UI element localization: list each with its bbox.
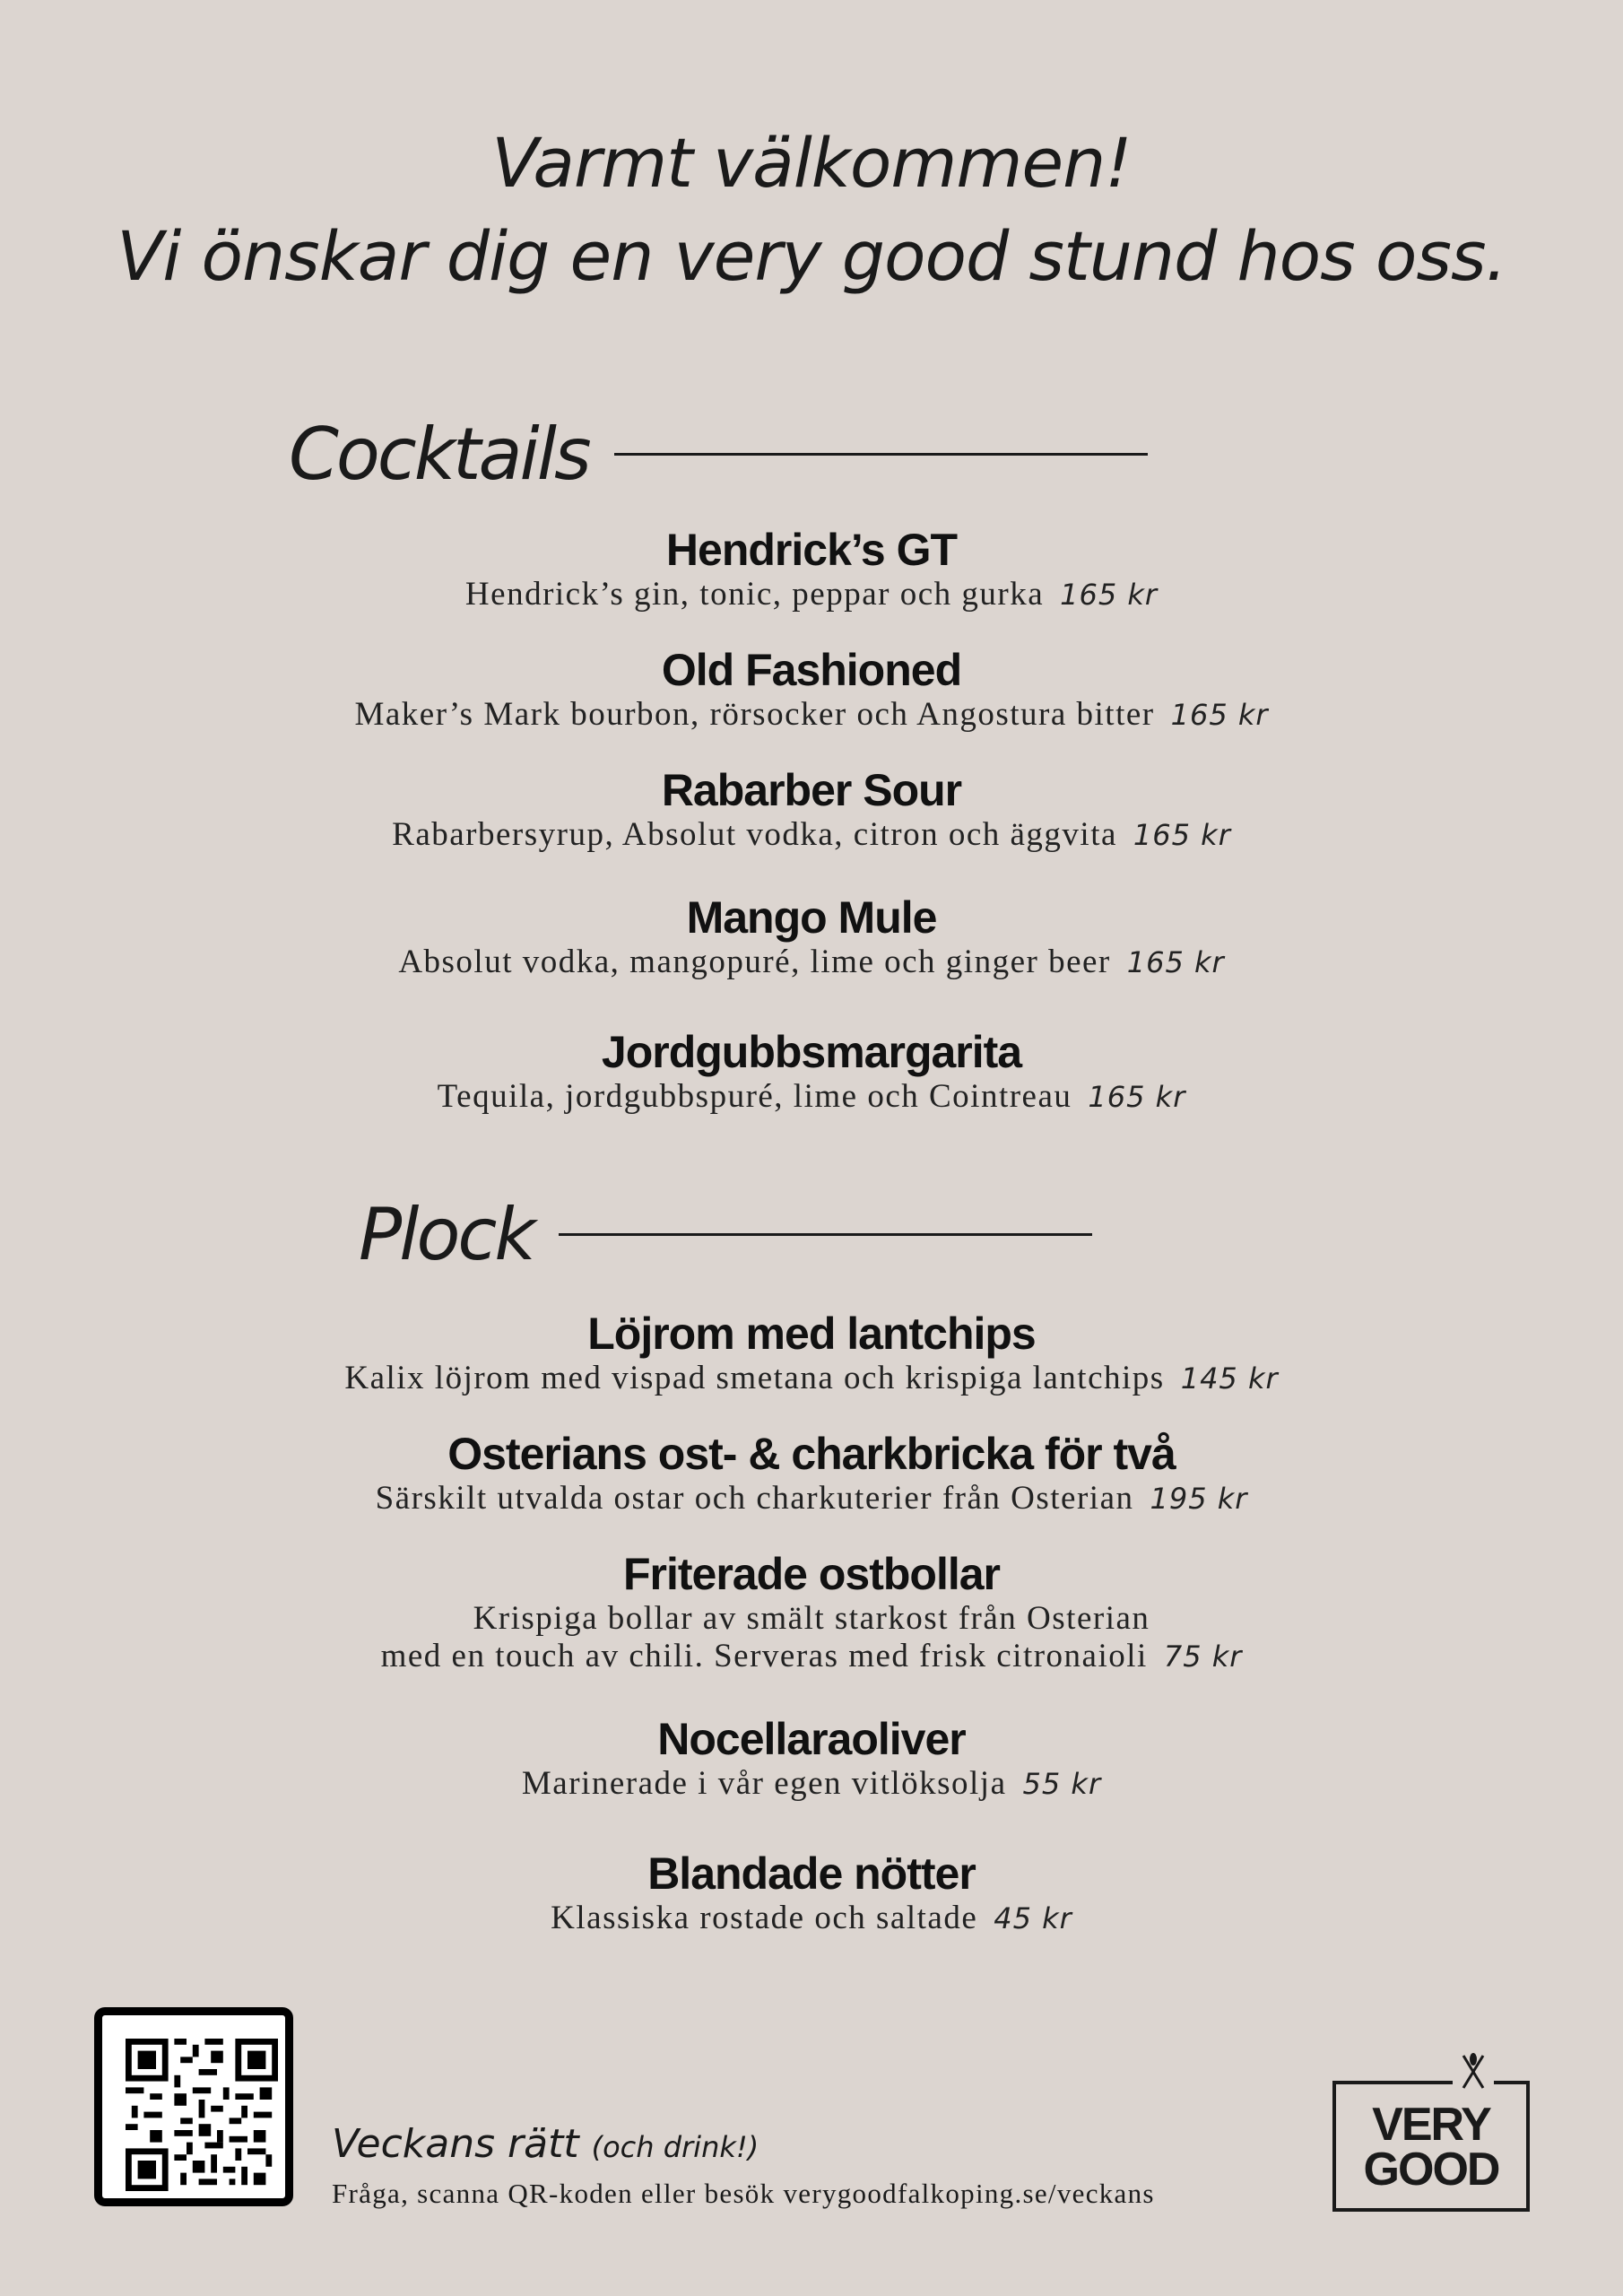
cutlery-icon (1453, 2052, 1494, 2095)
item-name: Friterade ostbollar (623, 1549, 1000, 1599)
item-price: 165 kr (1088, 1080, 1186, 1114)
item-name: Rabarber Sour (661, 765, 962, 815)
item-name: Mango Mule (686, 892, 937, 943)
cocktails-title: Cocktails (289, 413, 589, 496)
qr-code[interactable] (94, 2007, 293, 2206)
menu-item (0, 644, 1623, 734)
menu-item (0, 1428, 1623, 1518)
very-good-logo: VERY GOOD (1332, 2081, 1530, 2212)
item-description: Maker’s Mark bourbon, rörsocker och Angostura bitter 165 kr (354, 696, 1269, 733)
item-description: Hendrick’s gin, tonic, peppar och gurka 165 kr (464, 576, 1159, 613)
menu-item (0, 1848, 1623, 1937)
item-price: 165 kr (1060, 578, 1159, 612)
cocktails-section-header (289, 413, 1148, 496)
item-name: Old Fashioned (661, 645, 962, 695)
item-price: 195 kr (1150, 1482, 1248, 1516)
plock-title: Plock (359, 1193, 534, 1276)
plock-divider (559, 1233, 1092, 1236)
item-name: Blandade nötter (647, 1848, 976, 1899)
menu-item (0, 1713, 1623, 1803)
veckans-subtitle: (och drink!) (591, 2130, 759, 2164)
menu-item (0, 1548, 1623, 1675)
menu-item (0, 891, 1623, 981)
item-name: Hendrick’s GT (665, 525, 958, 575)
menu-item (0, 1308, 1623, 1397)
welcome-heading (0, 117, 1623, 303)
item-description: med en touch av chili. Serveras med frisk citronaioli 75 kr (380, 1638, 1243, 1674)
item-description: Kalix löjrom med vispad smetana och krispiga lantchips 145 kr (344, 1360, 1279, 1396)
item-description: Tequila, jordgubbspuré, lime och Cointreau 165 kr (437, 1078, 1186, 1115)
menu-item (0, 1026, 1623, 1116)
welcome-line2: Vi önskar dig en very good stund hos oss. (117, 216, 1506, 296)
welcome-line1: Varmt välkommen! (491, 123, 1132, 203)
item-description: Marinerade i vår egen vitlöksolja 55 kr (521, 1765, 1102, 1802)
item-description: Särskilt utvalda ostar och charkuterier från Osterian 195 kr (375, 1480, 1248, 1517)
qr-code-icon (126, 2039, 278, 2191)
menu-item (0, 764, 1623, 854)
plock-section-header (359, 1193, 1092, 1276)
menu-item (0, 524, 1623, 613)
item-price: 165 kr (1133, 818, 1231, 852)
cocktails-divider (614, 453, 1148, 456)
item-description: Krispiga bollar av smält starkost från Osterian (473, 1600, 1150, 1637)
item-name: Löjrom med lantchips (587, 1309, 1036, 1359)
item-description: Absolut vodka, mangopuré, lime och ginger beer 165 kr (398, 944, 1225, 980)
veckans-title: Veckans rätt (och drink!) (332, 2121, 759, 2167)
item-price: 165 kr (1126, 945, 1225, 979)
item-name: Jordgubbsmargarita (601, 1027, 1022, 1077)
item-name: Nocellaraoliver (657, 1714, 966, 1764)
item-price: 145 kr (1180, 1361, 1279, 1396)
item-description: Rabarbersyrup, Absolut vodka, citron och äggvita 165 kr (392, 816, 1231, 853)
item-price: 55 kr (1022, 1767, 1102, 1801)
item-price: 45 kr (994, 1901, 1072, 1935)
item-price: 165 kr (1170, 698, 1269, 732)
item-price: 75 kr (1163, 1639, 1243, 1674)
item-description: Klassiska rostade och saltade 45 kr (551, 1900, 1072, 1936)
veckans-info: Fråga, scanna QR-koden eller besök verygoodfalkoping.se/veckans (332, 2178, 1155, 2209)
item-name: Osterians ost- & charkbricka för två (447, 1429, 1176, 1479)
